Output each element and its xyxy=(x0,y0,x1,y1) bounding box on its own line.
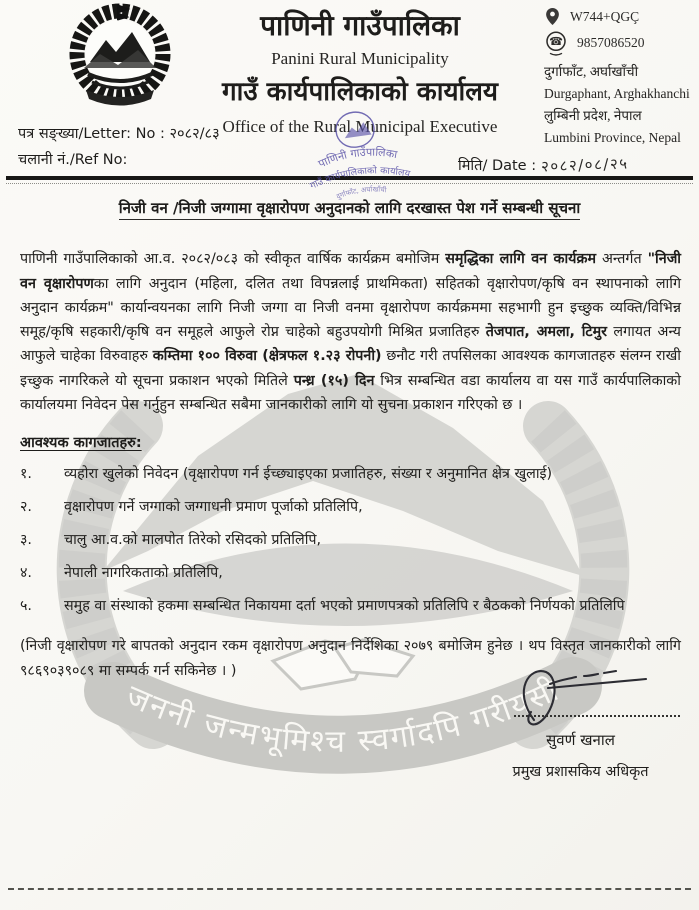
municipality-name-english: Panini Rural Municipality xyxy=(271,49,449,69)
list-item xyxy=(20,495,681,519)
signatory-title: प्रमुख प्रशासकिय अधिकृत xyxy=(512,764,649,780)
list-item-text: नेपाली नागरिकताको प्रतिलिपि, xyxy=(64,565,223,581)
plus-code: W744+QGÇ xyxy=(570,8,640,24)
office-name-english: Office of the Rural Municipal Executive xyxy=(222,117,498,137)
office-ink-stamp xyxy=(291,100,425,216)
paragraph-segment: अन्तर्गत xyxy=(596,251,648,268)
list-item xyxy=(20,561,681,585)
signature-block xyxy=(468,656,693,791)
paragraph-segment: छनौट गरी तपसिलका आवश्यक कागजातहरु संलग्न राखी इच्छुक नागरिकले यो सूचना प्रकाशन भएको मितिले xyxy=(20,348,681,389)
list-item-text: व्यहोरा खुलेको निवेदन (वृक्षारोपण गर्न ईच्छ्याइएका प्रजातिहरु, संख्या र अनुमानित क्षेत्र खुलाई) xyxy=(64,466,553,482)
date-row xyxy=(458,155,628,175)
list-item-text: चालु आ.व.को मालपोत तिरेको रसिदको प्रतिलिपि, xyxy=(64,532,322,548)
address-line-nepali-2: लुम्बिनी प्रदेश, नेपाल xyxy=(544,108,642,123)
watermark-motto-text: जननी जन्मभूमिश्च स्वर्गादपि गरीयसी xyxy=(120,671,566,760)
list-item-number: ३. xyxy=(20,532,32,548)
stamp-line-2: गाउँ कार्यपालिकाको कार्यालय xyxy=(308,165,411,192)
address-line-nepali-1: दुर्गाफाँट, अर्घाखाँची xyxy=(544,64,639,79)
stamp-line-1: पाणिनी गाउँपालिका xyxy=(316,145,399,171)
paragraph-segment: पाणिनी गाउँपालिकाको आ.व. २०८२/०८३ को स्वीकृत वार्षिक कार्यक्रम बमोजिम xyxy=(20,251,446,268)
paragraph-segment: का लागि अनुदान (महिला, दलित तथा विपन्नलाई प्राथमिकता) सहितको वृक्षारोपण/कृषि वन स्थापनाको लागि अनुदान कार्यक्रम" कार्यान्वयनका लागि निजी जग्गा वा निजी वनमा वृक्षारोपण कार्यक्रममा सहभागी हुन इच्छुक व्यक्ति/विभिन्न समूह/कृषि सहकारी/कृषि वन समूहले आफुले रोप्न चाहेको बहुउपयोगी मिश्रित प्रजातिहरु xyxy=(20,275,681,341)
documents-heading: आवश्यक कागजातहरु: xyxy=(20,435,142,451)
notice-title-text: निजी वन /निजी जग्गामा वृक्षारोपण अनुदानको लागि दरखास्त पेश गर्ने सम्बन्धी सूचना xyxy=(119,199,581,220)
letter-number-label: पत्र सङ्ख्या/Letter: No : xyxy=(18,126,165,142)
paragraph-segment-bold: समृद्धिका लागि वन कार्यक्रम xyxy=(445,251,596,268)
list-item-text: समुह वा संस्थाको हकमा सम्बन्धित निकायमा दर्ता भएको प्रमाणपत्रको प्रतिलिपि र बैठकको निर्णयको प्रतिलिपि xyxy=(64,598,625,614)
office-name-nepali: गाउँ कार्यपालिकाको कार्यालय xyxy=(222,77,498,108)
nepal-government-logo xyxy=(60,2,180,108)
paragraph-segment: भित्र सम्बन्धित वडा कार्यालय वा यस गाउँ कार्यपालिकाको कार्यालयमा निवेदन पेस गर्नुहुन सम्बन्धित सबैमा जानकारीको लागि यो सुचना प्रकाशन गरिएको छ । xyxy=(20,372,681,414)
address-line-english-2: Lumbini Province, Nepal xyxy=(544,130,681,145)
date-value-handwritten: २०८२/०८/२५ xyxy=(540,154,629,176)
list-item-number: १. xyxy=(20,466,32,482)
address-line-english-1: Durgaphant, Arghakhanchi xyxy=(544,86,690,101)
date-label: मिति/ Date : xyxy=(458,158,537,174)
list-item xyxy=(20,462,681,486)
stamp-line-3: दुर्गाफाँट, अर्घाखाँची xyxy=(335,185,387,201)
ref-number-label: चलानी नं./Ref No: xyxy=(18,152,128,168)
municipality-name-nepali: पाणिनी गाउँपालिका xyxy=(260,9,460,42)
list-item-text: वृक्षारोपण गर्ने जग्गाको जग्गाधनी प्रमाण पूर्जाको प्रतिलिपि, xyxy=(64,499,363,515)
location-pin-icon xyxy=(544,6,561,27)
list-item-number: ४. xyxy=(20,565,32,581)
notice-footnote: (निजी वृक्षारोपण गरे बापतको अनुदान रकम वृक्षारोपण अनुदान निर्देशिका २०७९ बमोजिम हुनेछ । थप विस्तृत जानकारीको लागि ९८६९०३९०८९ मा सम्पर्क गर्न सकिनेछ । ) xyxy=(20,638,681,680)
letter-number-row xyxy=(18,123,220,143)
svg-text:☎: ☎ xyxy=(549,35,563,49)
list-item xyxy=(20,594,681,618)
phone-number: 9857086520 xyxy=(577,35,645,50)
list-item-number: ५. xyxy=(20,598,32,614)
documents-list xyxy=(20,462,681,627)
page-bottom-dashed-line xyxy=(8,888,691,890)
paragraph-segment-bold: "निजी वन वृक्षारोपण xyxy=(20,251,682,292)
list-item xyxy=(20,528,681,552)
phone-icon xyxy=(544,30,568,56)
ref-number-row xyxy=(18,149,127,169)
signatory-name: सुवर्ण खनाल xyxy=(546,731,615,749)
contact-block xyxy=(544,6,696,149)
paragraph-segment-bold: पन्ध्र (१५) दिन xyxy=(293,372,375,389)
paragraph-segment-bold: तेजपात, अमला, टिमुर xyxy=(485,324,607,341)
paragraph-segment-bold: कम्तिमा १०० विरुवा (क्षेत्रफल १.२३ रोपनी) xyxy=(152,348,382,365)
list-item-number: २. xyxy=(20,499,32,515)
letter-number-value: २०८२/८३ xyxy=(169,126,220,142)
handwritten-signature xyxy=(494,660,654,730)
notice-body-paragraph xyxy=(20,247,681,417)
paragraph-segment: लगायत अन्य आफुले चाहेका विरुवाहरु xyxy=(20,324,681,365)
signature-line xyxy=(514,715,680,717)
svg-text:दुर्गाफाँट, अर्घाखाँची xyxy=(335,183,389,202)
